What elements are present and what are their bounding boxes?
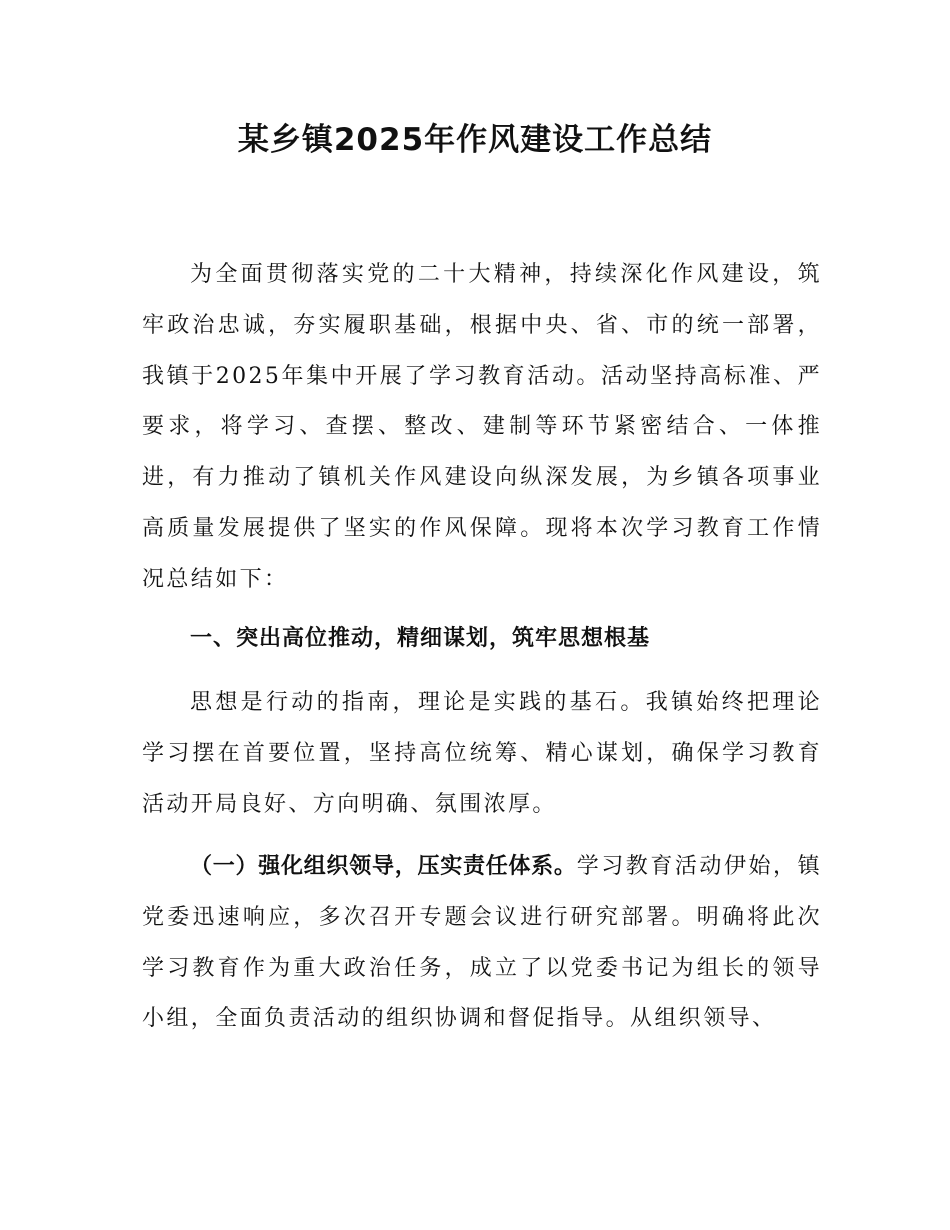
subsection-1-text: 学习教育活动伊始，镇党委迅速响应，多次召开专题会议进行研究部署。明确将此次学习教育作为重大政治任务，成立了以党委书记为组长的领导小组，全面负责活动的组织协调和督促指导。从组织领导、 <box>142 854 822 1032</box>
section-1-paragraph: 思想是行动的指南，理论是实践的基石。我镇始终把理论学习摆在首要位置，坚持高位统筹、精心谋划，确保学习教育活动开局良好、方向明确、氛围浓厚。 <box>142 690 822 817</box>
document-title: 某乡镇2025年作风建设工作总结 <box>237 122 713 158</box>
intro-paragraph: 为全面贯彻落实党的二十大精神，持续深化作风建设，筑牢政治忠诚，夯实履职基础，根据中央、省、市的统一部署，我镇于2025年集中开展了学习教育活动。活动坚持高标准、严要求，将学习、查摆、整改、建制等环节紧密结合、一体推进，有力推动了镇机关作风建设向纵深发展，为乡镇各项事业高质量发展提供了坚实的作风保障。现将本次学习教育工作情况总结如下： <box>142 262 822 592</box>
subsection-1-heading: （一）强化组织领导，压实责任体系。 <box>190 854 577 879</box>
subsection-1-paragraph <box>142 842 822 1045</box>
section-heading-1: 一、突出高位推动，精细谋划，筑牢思想根基 <box>190 626 651 651</box>
